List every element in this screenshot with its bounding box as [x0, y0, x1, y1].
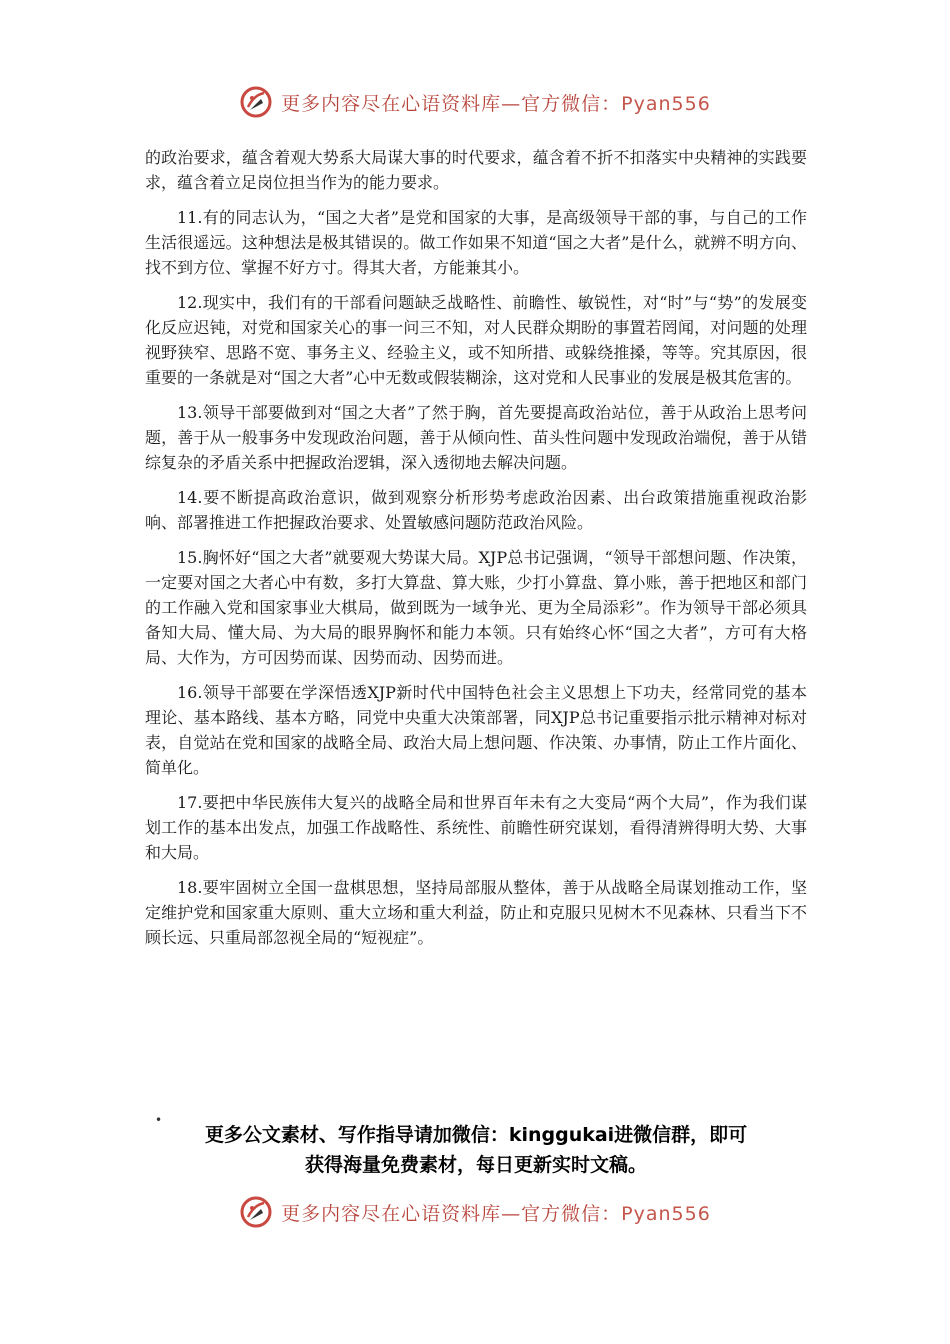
paragraph-16: 16.领导干部要在学深悟透XJP新时代中国特色社会主义思想上下功夫，经常同党的基本理论、基本路线、基本方略，同党中央重大决策部署，同XJP总书记重要指示批示精神对标对表，自觉站在党和国家的战略全局、政治大局上想问题、作决策、办事情，防止工作片面化、简单化。 [145, 683, 807, 777]
header-banner-label: 更多内容尽在心语资料库—官方微信： [281, 92, 622, 115]
paragraph-14: 14.要不断提高政治意识，做到观察分析形势考虑政治因素、出台政策措施重视政治影响、部署推进工作把握政治要求、处置敏感问题防范政治风险。 [145, 488, 807, 532]
header-banner [0, 84, 950, 120]
paragraph-17: 17.要把中华民族伟大复兴的战略全局和世界百年未有之大变局“两个大局”，作为我们谋划工作的基本出发点，加强工作战略性、系统性、前瞻性研究谋划，看得清辨得明大势、大事和大局。 [145, 793, 807, 862]
paragraph-11: 11.有的同志认为，“国之大者”是党和国家的大事，是高级领导干部的事，与自己的工作生活很遥远。这种想法是极其错误的。做工作如果不知道“国之大者”是什么，就辨不明方向、找不到方位、掌握不好方寸。得其大者，方能兼其小。 [145, 208, 807, 277]
footer-banner-text [281, 1199, 711, 1226]
paragraph-13: 13.领导干部要做到对“国之大者”了然于胸，首先要提高政治站位，善于从政治上思考问题，善于从一般事务中发现政治问题，善于从倾向性、苗头性问题中发现政治端倪，善于从错综复杂的矛盾关系中把握政治逻辑，深入透彻地去解决问题。 [145, 403, 807, 472]
header-wechat-id: Pyan556 [621, 92, 711, 115]
paragraph-continuation: 的政治要求，蕴含着观大势系大局谋大事的时代要求，蕴含着不折不扣落实中央精神的实践要求，蕴含着立足岗位担当作为的能力要求。 [145, 148, 807, 192]
brand-logo-icon [239, 1195, 273, 1229]
footer-wechat-id: Pyan556 [621, 1202, 711, 1225]
promo-line-1: 更多公文素材、写作指导请加微信：kinggukai进微信群，即可 [204, 1124, 748, 1146]
document-body [145, 145, 807, 960]
footer-banner-label: 更多内容尽在心语资料库—官方微信： [281, 1202, 622, 1225]
footer-banner [0, 1194, 950, 1230]
header-banner-text [281, 89, 711, 116]
bullet-marker-icon: • [155, 1113, 163, 1127]
promo-line-2: 获得海量免费素材，每日更新实时文稿。 [304, 1154, 647, 1176]
paragraph-18: 18.要牢固树立全国一盘棋思想，坚持局部服从整体，善于从战略全局谋划推动工作，坚定维护党和国家重大原则、重大立场和重大利益，防止和克服只见树木不见森林、只看当下不顾长远、只重局部忽视全局的“短视症”。 [145, 878, 807, 947]
promo-block [145, 1120, 807, 1180]
paragraph-12: 12.现实中，我们有的干部看问题缺乏战略性、前瞻性、敏锐性，对“时”与“势”的发展变化反应迟钝，对党和国家关心的事一问三不知，对人民群众期盼的事置若罔闻，对问题的处理视野狭窄、思路不宽、事务主义、经验主义，或不知所措、或躲绕推搡，等等。究其原因，很重要的一条就是对“国之大者”心中无数或假装糊涂，这对党和人民事业的发展是极其危害的。 [145, 293, 807, 387]
paragraph-15: 15.胸怀好“国之大者”就要观大势谋大局。XJP总书记强调，“领导干部想问题、作决策，一定要对国之大者心中有数，多打大算盘、算大账，少打小算盘、算小账，善于把地区和部门的工作融入党和国家事业大棋局，做到既为一域争光、更为全局添彩”。作为领导干部必须具备知大局、懂大局、为大局的眼界胸怀和能力本领。只有始终心怀“国之大者”，方可有大格局、大作为，方可因势而谋、因势而动、因势而进。 [145, 548, 807, 667]
brand-logo-icon [239, 85, 273, 119]
